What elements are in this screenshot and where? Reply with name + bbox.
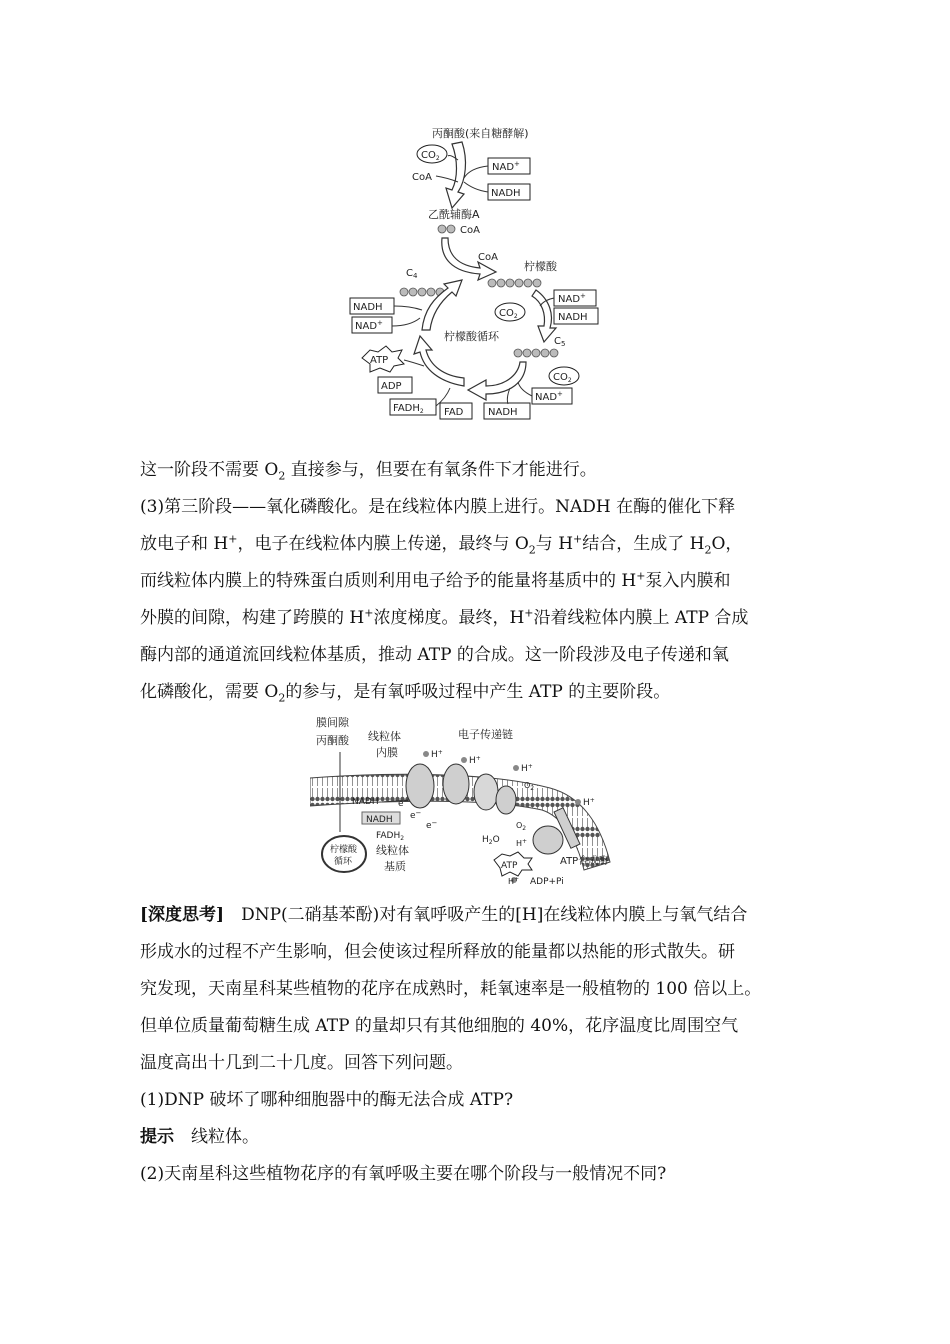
nadh-label-3: NADH	[488, 407, 518, 418]
text-line: 外膜的间隙，构建了跨膜的 H+浓度梯度。最终，H+沿着线粒体内膜上 ATP 合成	[140, 606, 749, 628]
atp-synthase-head	[533, 826, 563, 854]
coa-label: CoA	[412, 172, 432, 183]
complex-3	[474, 774, 498, 810]
c4-bead-1	[400, 288, 408, 296]
deep-thinking-tag: [深度思考]	[140, 905, 225, 925]
water-label: $H_2O$	[482, 835, 500, 846]
o2-label-bottom: $O_2$	[516, 821, 527, 832]
nadh-label-2: NADH	[558, 312, 588, 323]
adp-label: ADP	[381, 381, 402, 392]
matrix-label-2: 基质	[384, 860, 406, 873]
pyruvate-arrow	[446, 142, 465, 208]
electron-label-1: e−	[398, 797, 410, 809]
proton-4	[575, 799, 581, 805]
text-line: 但单位质量葡萄糖生成 ATP 的量却只有其他细胞的 40%，花序温度比周围空气	[140, 1016, 739, 1036]
nad-label-2: NAD+	[558, 292, 586, 305]
pyruvate-label: 丙酮酸(来自糖酵解)	[432, 127, 529, 140]
o2-label-top: $O_2$	[524, 781, 535, 792]
proton-label-5: H+	[508, 876, 520, 886]
c5-to-c4-arrow	[468, 362, 526, 400]
text-line: 形成水的过程不产生影响，但会使该过程所释放的能量都以热能的形式散失。研	[140, 942, 735, 962]
complex-4	[496, 786, 516, 814]
citrate-bead-3	[506, 279, 514, 287]
c4-bead-2	[409, 288, 417, 296]
co2-label-3: $CO_2$	[553, 372, 572, 384]
inner-membrane-label-1: 线粒体	[368, 730, 401, 743]
text-line: 酶内部的通道流回线粒体基质，推动 ATP 的合成。这一阶段涉及电子传递和氧	[140, 645, 729, 665]
hint-line: 提示 线粒体。	[140, 1127, 259, 1147]
citrate-bead-2	[497, 279, 505, 287]
c5-bead-5	[550, 349, 558, 357]
proton-label-4: H+	[583, 797, 595, 808]
nadh-label-matrix: NADH	[352, 797, 379, 807]
c4-label: $C_4$	[406, 268, 418, 280]
fadh-label: $FADH_2$	[393, 403, 424, 415]
citrate-to-c5-arrow	[532, 290, 556, 342]
c5-label: $C_5$	[554, 336, 566, 348]
inner-membrane-label-2: 内膜	[376, 746, 398, 759]
complex-1	[406, 764, 434, 808]
text-line: 而线粒体内膜上的特殊蛋白质则利用电子给予的能量将基质中的 H+泵入内膜和	[140, 569, 731, 591]
acetyl-bead-2	[447, 225, 455, 233]
nadh-label-left: NADH	[353, 302, 383, 313]
citric-acid-cycle-figure	[340, 120, 610, 430]
c5-bead-4	[541, 349, 549, 357]
hint-label: 提示	[140, 1127, 174, 1147]
nadh-arrow	[464, 182, 488, 192]
proton-label-3: H+	[521, 763, 533, 774]
nad-label-3: NAD+	[535, 390, 563, 403]
fad-label: FAD	[444, 407, 464, 418]
nadh-label-matrix-2: NADH	[366, 815, 393, 825]
acetyl-coa-label: 乙酰辅酶A	[428, 208, 480, 221]
complex-2	[443, 764, 469, 804]
atp-label-2: ATP	[501, 861, 518, 871]
paragraph-stage3	[140, 489, 820, 711]
atp-label: ATP	[370, 355, 389, 366]
cycle-label-2-2: 循环	[334, 857, 353, 867]
text-line: [深度思考] DNP(二硝基苯酚)对有氧呼吸产生的[H]在线粒体内膜上与氧气结合	[140, 905, 748, 925]
c4-bead-4	[427, 288, 435, 296]
paragraph-stage2-note	[140, 452, 820, 489]
citrate-bead-5	[524, 279, 532, 287]
coa-released-label: CoA	[478, 252, 498, 263]
nadh-label: NADH	[491, 188, 521, 199]
matrix-label-1: 线粒体	[376, 844, 409, 857]
electron-label-2: e−	[410, 809, 422, 821]
c4-bead-3	[418, 288, 426, 296]
cycle-label: 柠檬酸循环	[444, 330, 499, 343]
nad-label-left: NAD+	[355, 319, 383, 332]
citrate-label: 柠檬酸	[524, 260, 557, 273]
question-1: (1)DNP 破坏了哪种细胞器中的酶无法合成 ATP?	[140, 1090, 514, 1110]
fad-to-c4-arrow	[414, 336, 464, 386]
electron-label-3: e−	[426, 819, 438, 831]
text-line: 究发现，天南星科某些植物的花序在成熟时，耗氧速率是一般植物的 100 倍以上。	[140, 979, 762, 999]
c4-to-citrate-arrow	[422, 280, 462, 330]
citrate-bead-1	[488, 279, 496, 287]
text-line: 这一阶段不需要 $O_2$ 直接参与，但要在有氧条件下才能进行。	[140, 460, 597, 483]
question-2: (2)天南星科这些植物花序的有氧呼吸主要在哪个阶段与一般情况不同?	[140, 1164, 667, 1184]
co2-label-2: $CO_2$	[499, 308, 518, 320]
proton-label-2: H+	[469, 755, 481, 766]
proton-2	[461, 757, 467, 763]
proton-3	[513, 765, 519, 771]
citrate-bead-4	[515, 279, 523, 287]
text-line: 化磷酸化，需要 $O_2$的参与，是有氧呼吸过程中产生 ATP 的主要阶段。	[140, 682, 671, 705]
acetyl-bead-1	[438, 225, 446, 233]
proton-label-1: H+	[431, 749, 443, 760]
c5-bead-2	[523, 349, 531, 357]
text-line: 放电子和 H+，电子在线粒体内膜上传递，最终与 $O_2$与 H+结合，生成了 $H_2O$，	[140, 532, 743, 557]
pyruvate-label-2: 丙酮酸	[316, 734, 349, 747]
nadh-release-arrow-left	[394, 306, 422, 310]
citrate-bead-6	[533, 279, 541, 287]
coa-arrow	[436, 176, 458, 182]
nad-uptake-arrow-3	[518, 382, 532, 396]
c5-bead-3	[532, 349, 540, 357]
nad-arrow	[464, 166, 488, 178]
atp-release-arrow	[404, 360, 424, 366]
cycle-label-2-1: 柠檬酸	[330, 845, 358, 855]
proton-1	[423, 751, 429, 757]
nad-uptake-arrow-left	[392, 318, 420, 326]
c5-bead-1	[514, 349, 522, 357]
atp-synthase-label: ATP合成酶	[560, 856, 609, 867]
text-line: 温度高出十几到二十几度。回答下列问题。	[140, 1053, 463, 1073]
acetyl-coa-coa: CoA	[460, 225, 480, 236]
electron-transport-figure	[310, 712, 640, 887]
text-line: (3)第三阶段——氧化磷酸化。是在线粒体内膜上进行。NADH 在酶的催化下释	[140, 497, 736, 517]
proton-matrix-label: H+	[516, 838, 528, 848]
adp-pi-label: ADP+Pi	[530, 877, 564, 887]
nad-label: NAD+	[492, 160, 520, 173]
paragraph-deep-thinking	[140, 897, 820, 1193]
fadh-label-matrix: $FADH_2$	[376, 831, 405, 842]
co2-label: $CO_2$	[421, 150, 440, 162]
etc-label: 电子传递链	[458, 728, 513, 741]
intermembrane-label: 膜间隙	[316, 716, 349, 729]
